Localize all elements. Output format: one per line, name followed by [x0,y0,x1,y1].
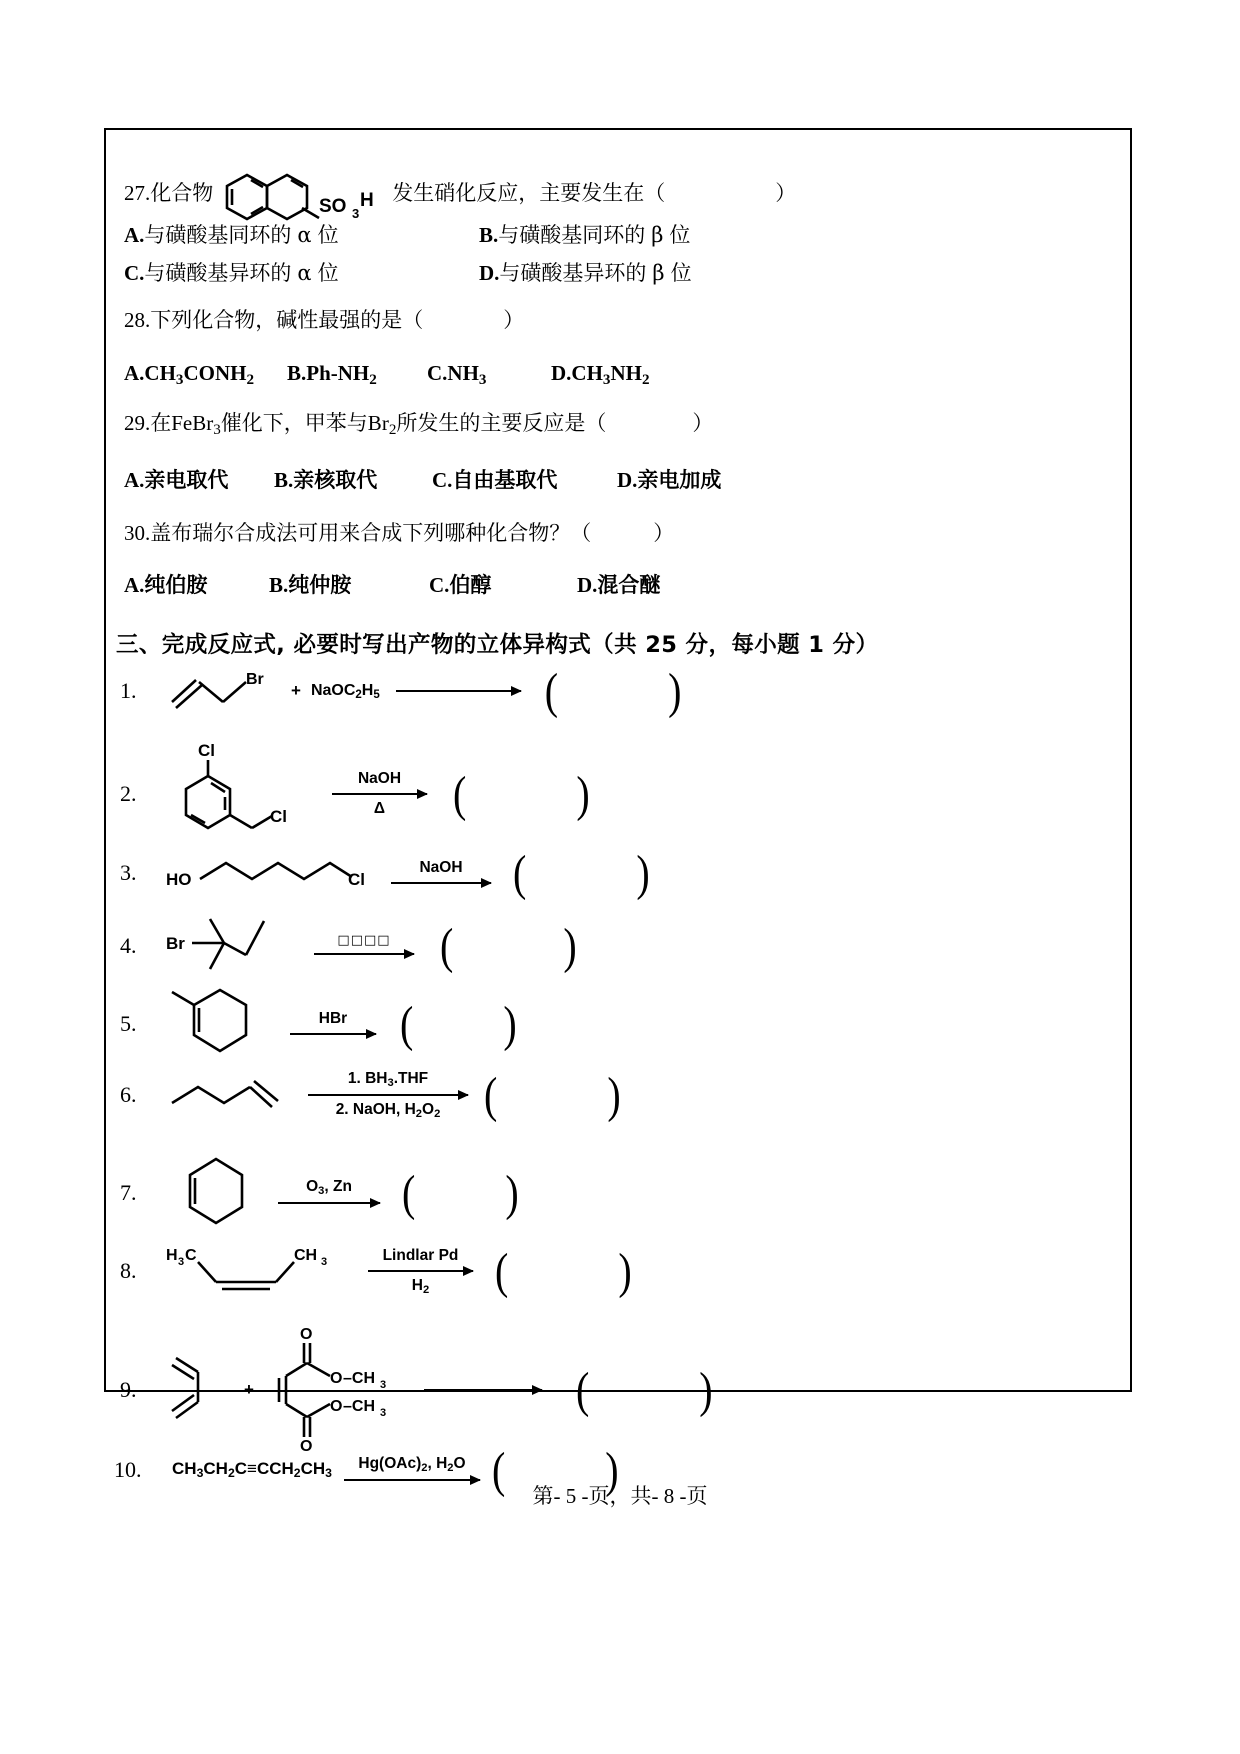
question-30-stem [124,518,1112,550]
reaction-item-3: 3. HO Cl NaOH ( ) [120,844,650,901]
reaction-8-reagents [368,1247,473,1296]
reaction-3-number: 3. [120,860,137,885]
reaction-6-number: 6. [120,1081,137,1107]
reaction-6-reagent-below: 2. NaOH, $H_2O_2$ [335,1100,441,1120]
reaction-2-reagents [332,770,427,818]
reaction-2-number: 2. [120,781,137,806]
question-30-stem-close: ） [653,521,675,545]
question-27-options-row-1 [124,220,1112,252]
svg-text:3: 3 [352,206,360,221]
section-three-heading: 三、完成反应式, 必要时写出产物的立体异构式（共 25 分，每小题 1 分） [116,632,879,658]
option-text-suffix: 位 [670,261,692,285]
question-29-stem: 29.在FeBr$_3$催化下，甲苯与$Br_2$所发生的主要反应是（ ） [124,411,714,438]
question-30 [124,518,1112,550]
option-text: 与磺酸基同环的 [498,223,646,247]
option-text-suffix: 位 [317,261,339,285]
reaction-item-1: 1. Br + $NaOC_2H_5$ ( ) [120,662,682,719]
reaction-2-reagent-below: Δ [373,800,386,817]
methylcyclohexene-structure [166,985,276,1063]
option-key: B. [479,223,499,247]
greek-symbol: α [297,223,312,247]
reaction-1-reagents [396,686,521,696]
question-30-option-a[interactable]: A.纯伯胺 [124,573,208,597]
reaction-4-reagent-above: □□□□ [337,933,391,948]
svg-text:O: O [329,1398,343,1415]
question-27-stem-close: ） [775,181,797,205]
question-27-option-b[interactable] [479,220,690,252]
reaction-item-8: 8. H 3 C CH 3 Lindlar Pd $H_2$ ( ) [120,1240,632,1302]
allyl-bromide-structure [166,670,281,712]
svg-text:SO: SO [319,196,347,217]
greek-symbol: α [297,261,312,285]
reaction-10-reactant: $CH_3CH_2C\equiv CCH_2CH_3$ [172,1459,332,1481]
option-text: 与磺酸基同环的 [144,223,292,247]
greek-symbol: β [651,223,664,247]
question-27-stem-prefix: 化合物 [150,181,214,205]
question-28-stem [124,305,1112,337]
svg-text:H: H [360,190,374,211]
question-29-options [124,465,1112,497]
question-29-number: 29. [124,411,151,435]
svg-text:Cl: Cl [348,870,365,889]
question-28-option-a[interactable]: $A.CH_3CONH_2$ [124,361,255,388]
reaction-2-reagent-above: NaOH [357,770,402,787]
question-28-stem-close: ） [503,308,525,332]
question-27-number: 27. [124,181,151,205]
question-30-option-c[interactable]: C.伯醇 [429,573,492,597]
svg-text:O: O [299,1326,313,1343]
greek-symbol: β [652,261,665,285]
svg-text:C: C [185,1247,197,1264]
reaction-7-reagents [278,1178,380,1208]
bromo-methylbutane-structure [166,915,296,977]
question-27-option-a[interactable] [124,220,479,252]
reaction-4-reagents [314,933,414,959]
option-key: C. [124,261,145,285]
question-29-option-d[interactable]: D.亲电加成 [617,468,722,492]
reaction-8-reagent-above: Lindlar Pd [382,1246,459,1264]
question-29 [124,408,1112,441]
page-footer: 第- 5 -页，共- 8 -页 [532,1484,708,1508]
svg-text:3: 3 [321,1256,328,1268]
svg-text:3: 3 [379,1407,387,1419]
question-28-number: 28. [124,308,151,332]
question-27-stem-suffix: 发生硝化反应，主要发生在（ [392,181,666,205]
option-text: 与磺酸基异环的 [144,261,292,285]
question-30-number: 30. [124,521,151,545]
question-30-options [124,570,1112,602]
question-27 [124,156,1112,226]
chloropentanol-structure [166,852,381,894]
question-28-option-b[interactable]: $B.Ph-NH_2$ [287,361,377,388]
chlorobenzyl-chloride-structure [166,740,326,848]
reaction-9-number: 9. [120,1377,137,1402]
question-29-option-c[interactable]: C.自由基取代 [432,468,558,492]
svg-text:3: 3 [379,1379,387,1391]
reaction-5-reagent-above: HBr [318,1009,348,1027]
reaction-item-7: 7. $O_3$, Zn ( ) [120,1155,519,1231]
option-text-suffix: 位 [317,223,339,247]
svg-text:3: 3 [178,1256,185,1268]
svg-text:–CH: –CH [342,1370,375,1387]
reaction-8-number: 8. [120,1258,137,1283]
reaction-5-number: 5. [120,1011,137,1036]
reaction-7-reagent-above: $O_3$, Zn [306,1178,352,1197]
dimethyl-maleate-structure [264,1325,404,1455]
pentene-structure [166,1073,296,1117]
question-28 [124,305,1112,337]
question-27-option-d[interactable] [479,258,692,290]
svg-text:–CH: –CH [342,1398,375,1415]
reaction-3-reagents [391,859,491,888]
reaction-10-number: 10. [114,1456,142,1482]
question-30-option-b[interactable]: B.纯仲胺 [269,573,352,597]
reaction-9-plus: + [244,1380,254,1399]
question-27-options-row-2 [124,258,1112,290]
reaction-item-10: 10. $CH_3CH_2C\equiv CCH_2CH_3$ $Hg(OAc)_2$, $H_2O$ ( ) [114,1441,619,1498]
option-text: 与磺酸基异环的 [499,261,647,285]
reaction-item-6: 6. 1. $BH_3.THF$ 2. NaOH, $H_2O_2$ ( ) [120,1066,621,1123]
question-28-option-c[interactable]: $C.NH_3$ [427,361,487,388]
svg-text:O: O [329,1370,343,1387]
reaction-item-5: 5. HBr ( ) [120,985,517,1063]
question-28-options [124,358,1112,391]
reaction-9-reagents [424,1385,542,1395]
reaction-3-reagent-above: NaOH [419,858,463,876]
reaction-item-9: 9. + O O –CH 3 O –CH 3 O ( ) [120,1326,713,1455]
svg-text:Br: Br [166,934,185,953]
question-29-option-a[interactable]: A.亲电取代 [124,468,229,492]
question-30-stem-text: 盖布瑞尔合成法可用来合成下列哪种化合物？（ [150,521,592,545]
reaction-6-reagents [308,1070,468,1120]
option-key: A. [124,223,145,247]
reaction-6-reagent-above: 1. $BH_3.THF$ [347,1070,429,1089]
naphthalene-sulfonic-acid-structure [215,156,390,226]
reaction-1-plus: + [291,681,301,700]
question-29-option-b[interactable]: B.亲核取代 [274,468,378,492]
question-28-stem-text: 下列化合物，碱性最强的是（ [150,308,424,332]
question-30-option-d[interactable]: D.混合醚 [577,573,661,597]
svg-text:Cl: Cl [270,807,287,826]
reaction-item-2: 2. Cl Cl NaOH Δ ( ) [120,740,590,848]
question-27-stem [124,156,1112,226]
reaction-item-4: 4. Br □□□□ ( ) [120,915,577,977]
reaction-1-coreactant: $NaOC_2H_5$ [310,681,380,701]
hexyne-structure [166,1240,366,1302]
question-28-option-d[interactable]: $D.CH_3NH_2$ [551,361,650,388]
question-27-option-c[interactable] [124,258,479,290]
reaction-1-number: 1. [120,678,137,703]
svg-text:H: H [166,1247,178,1264]
option-text-suffix: 位 [669,223,691,247]
svg-text:CH: CH [294,1247,318,1264]
svg-text:HO: HO [166,870,192,889]
reaction-8-reagent-below: $H_2$ [411,1276,430,1296]
cyclohexene-structure [166,1155,266,1231]
reaction-5-reagents [290,1010,376,1039]
question-29-stem-close: ） [692,411,714,435]
svg-text:Br: Br [246,671,264,688]
svg-text:O: O [299,1438,313,1455]
reaction-7-number: 7. [120,1180,137,1205]
option-key: D. [479,261,500,285]
reaction-4-number: 4. [120,933,137,958]
butadiene-structure [166,1350,234,1430]
svg-text:Cl: Cl [198,741,215,760]
reaction-10-reagent-above: $Hg(OAc)_2$, $H_2O$ [358,1455,466,1474]
